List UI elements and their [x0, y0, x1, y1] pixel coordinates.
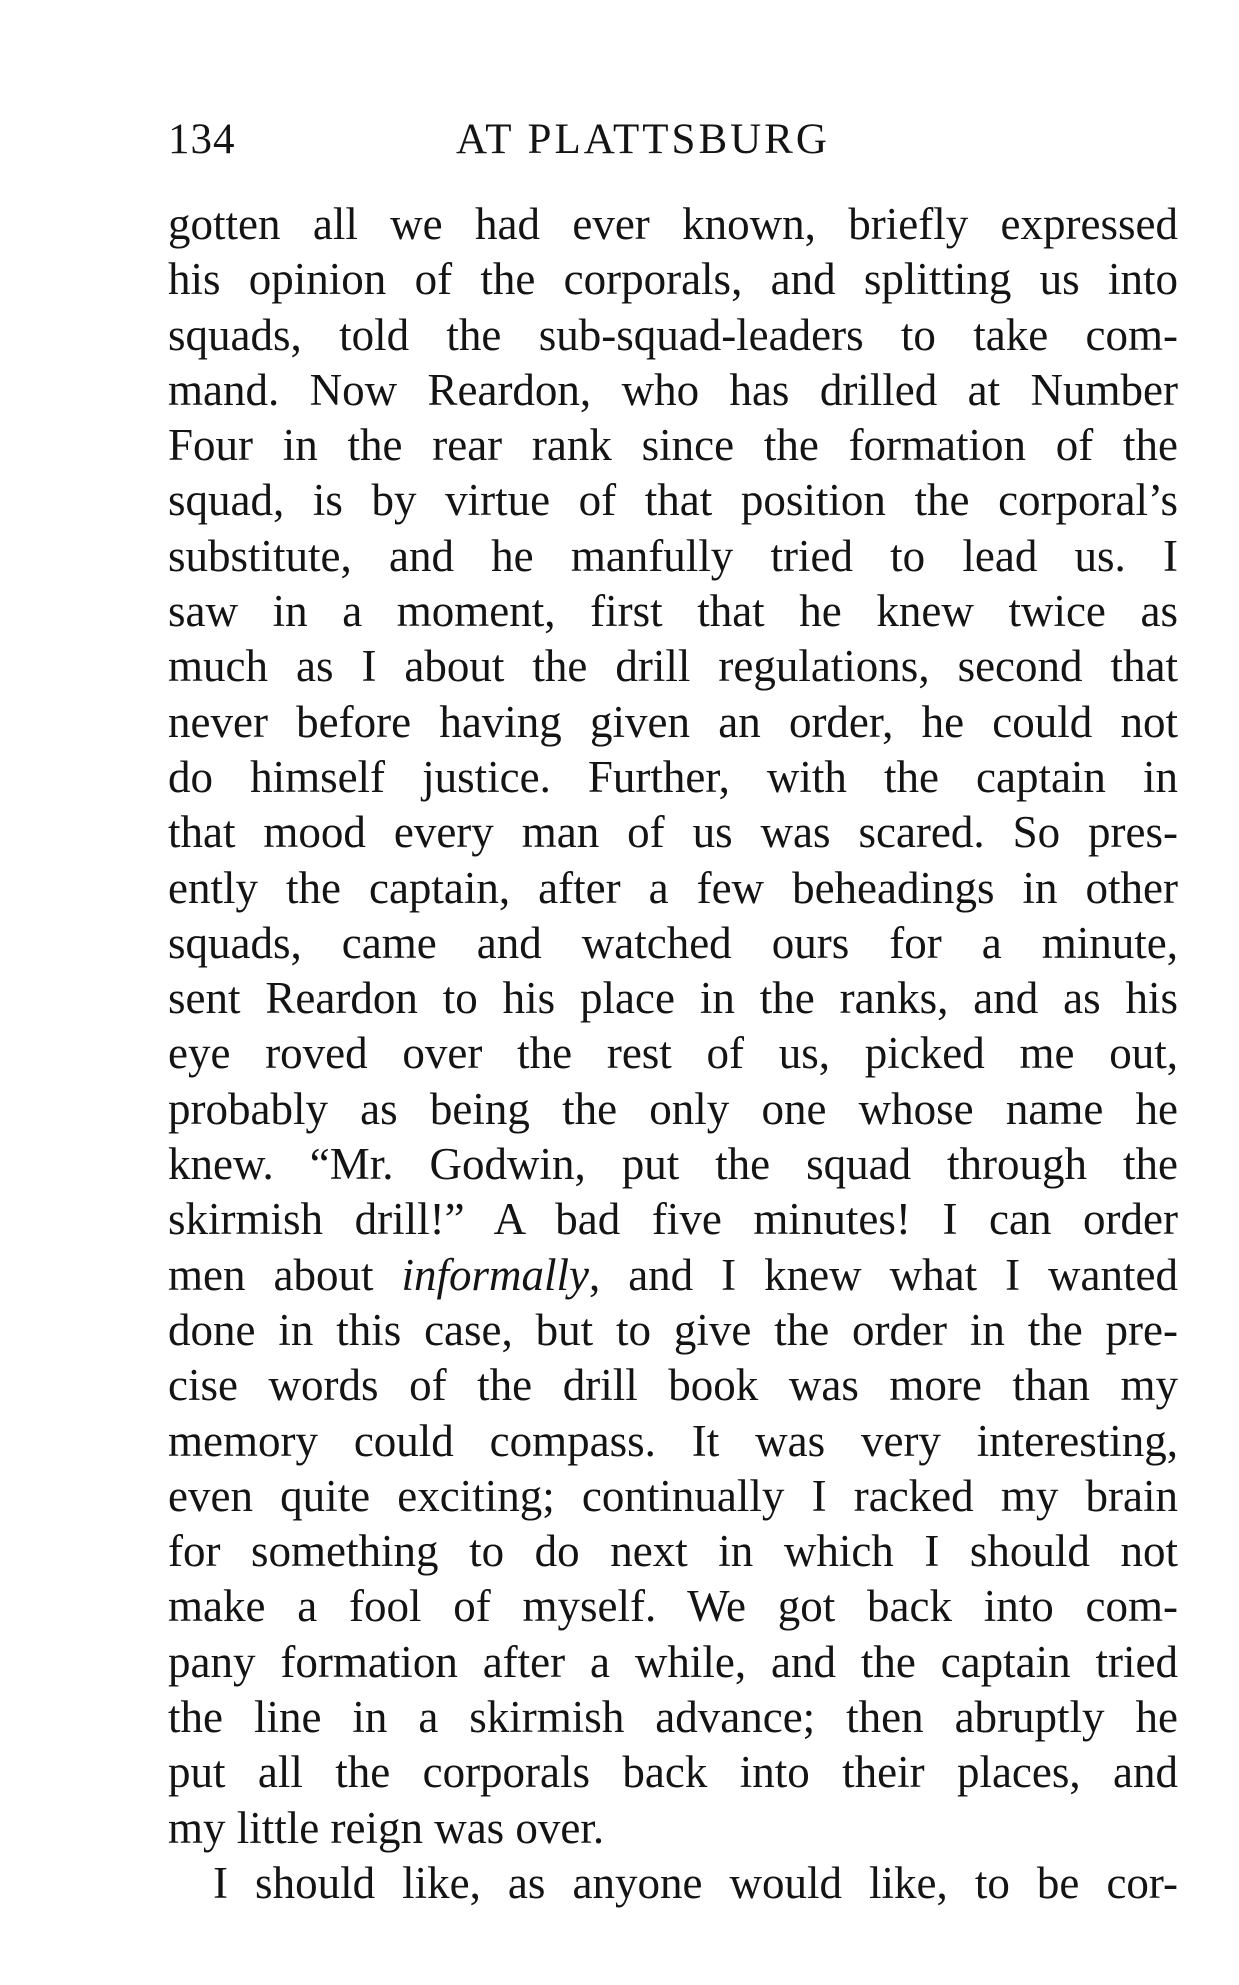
- text-line: probably as being the only one whose name he: [168, 1083, 1178, 1134]
- text-line: done in this case, but to give the order in the pre-: [168, 1304, 1178, 1355]
- text-line: memory could compass. It was very interesting,: [168, 1415, 1178, 1466]
- text-line: his opinion of the corporals, and splitting us into: [168, 254, 1178, 305]
- italic-emphasis: informally: [401, 1249, 589, 1300]
- text-line: knew. “Mr. Godwin, put the squad through the: [168, 1139, 1178, 1190]
- text-line: that mood every man of us was scared. So pres-: [168, 807, 1178, 858]
- running-head: [168, 110, 1178, 170]
- body-text: [168, 197, 1178, 1911]
- text-line: even quite exciting; continually I racked my brain: [168, 1470, 1178, 1521]
- text-line: do himself justice. Further, with the captain in: [168, 751, 1178, 802]
- text-line: saw in a moment, first that he knew twice as: [168, 586, 1178, 637]
- text-line: skirmish drill!” A bad five minutes! I can order: [168, 1194, 1178, 1245]
- running-title: AT PLATTSBURG: [456, 116, 830, 163]
- text-line: cise words of the drill book was more than my: [168, 1360, 1178, 1411]
- text-line: substitute, and he manfully tried to lead us. I: [168, 530, 1178, 581]
- text-line: never before having given an order, he could not: [168, 696, 1178, 747]
- text-line: make a fool of myself. We got back into com-: [168, 1581, 1178, 1632]
- text-line: eye roved over the rest of us, picked me out,: [168, 1028, 1178, 1079]
- text-line: pany formation after a while, and the captain tried: [168, 1636, 1178, 1687]
- paragraph-start-line: I should like, as anyone would like, to be cor-: [213, 1857, 1178, 1908]
- text-line: sent Reardon to his place in the ranks, and as his: [168, 973, 1178, 1024]
- text-line: for something to do next in which I should not: [168, 1526, 1178, 1577]
- text-line: mand. Now Reardon, who has drilled at Number: [168, 364, 1178, 415]
- text-line: squads, told the sub-squad-leaders to take com-: [168, 309, 1178, 360]
- text-line: put all the corporals back into their places, and: [168, 1747, 1178, 1798]
- page-number: 134: [168, 116, 236, 163]
- text-line: the line in a skirmish advance; then abruptly he: [168, 1692, 1178, 1743]
- text-line: Four in the rear rank since the formation of the: [168, 420, 1178, 471]
- paragraph-end-line: my little reign was over.: [168, 1802, 605, 1853]
- text-line: men about informally, and I knew what I wanted: [168, 1249, 1179, 1300]
- text-line: ently the captain, after a few beheadings in other: [168, 862, 1178, 913]
- text-line: squads, came and watched ours for a minute,: [168, 917, 1178, 968]
- text-line: gotten all we had ever known, briefly expressed: [168, 199, 1178, 249]
- text-line: squad, is by virtue of that position the corporal’s: [168, 475, 1178, 526]
- text-line: much as I about the drill regulations, second that: [168, 641, 1178, 692]
